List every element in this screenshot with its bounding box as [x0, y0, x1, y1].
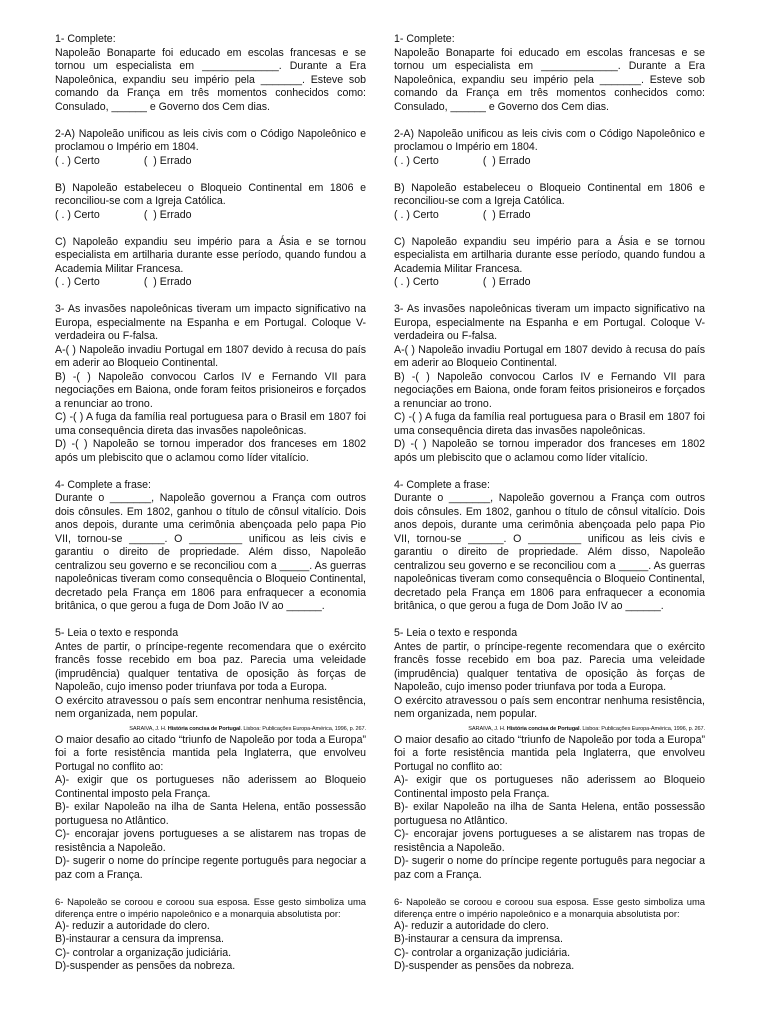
- question-5-option-a: A)- exigir que os portugueses não aderissem ao Bloqueio Continental imposto pela França.: [55, 774, 366, 800]
- question-5-question: O maior desafio ao citado “triunfo de Napoleão por toda a Europa” foi a forte resistência mantida pela Inglaterra, que envolveu Portugal no conflito ao:: [55, 733, 366, 773]
- question-3-item-c: C) -( ) A fuga da família real portuguesa para o Brasil em 1807 foi uma consequência direta das invasões napoleônicas.: [394, 411, 705, 437]
- question-1-title: 1- Complete:: [394, 33, 455, 45]
- citation-author: SARAIVA, J. H.: [468, 725, 507, 732]
- question-6-option-b: B)-instaurar a censura da imprensa.: [55, 933, 224, 945]
- question-5-option-c: C)- encorajar jovens portugueses a se alistarem nas tropas de resistência a Napoleão.: [394, 828, 705, 854]
- question-2b-text: B) Napoleão estabeleceu o Bloqueio Continental em 1806 e reconciliou-se com a Igreja Católica.: [55, 181, 366, 207]
- question-5-question: O maior desafio ao citado “triunfo de Napoleão por toda a Europa” foi a forte resistência mantida pela Inglaterra, que envolveu Portugal no conflito ao:: [394, 733, 705, 773]
- question-2c-text: C) Napoleão expandiu seu império para a Ásia e se tornou especialista em artilharia durante esse período, quando fundou a Academia Militar Francesa.: [394, 235, 705, 275]
- question-5-citation: [394, 725, 705, 733]
- question-4-title: 4- Complete a frase:: [55, 478, 151, 491]
- question-5-option-b: B)- exilar Napoleão na ilha de Santa Helena, então possessão portuguesa no Atlântico.: [55, 801, 366, 827]
- question-5-text-1: Antes de partir, o príncipe-regente recomendara que o exército francês fosse recebido em boa paz. Parecia uma veleidade (imprudência) qualquer tentativa de oposição às forças de Napoleão, cujo imenso poder triunfava por toda a Europa.: [394, 640, 705, 693]
- question-4: [394, 479, 705, 614]
- question-4: [55, 479, 366, 614]
- question-6-option-c: C)- controlar a organização judiciária.: [55, 946, 232, 959]
- question-2a-options: ( . ) Certo ( ) Errado: [394, 154, 531, 167]
- question-5-text-2: O exército atravessou o país sem encontrar nenhuma resistência, nem organizada, nem popular.: [55, 694, 366, 720]
- question-5: [55, 627, 366, 882]
- question-2c-text: C) Napoleão expandiu seu império para a Ásia e se tornou especialista em artilharia durante esse período, quando fundou a Academia Militar Francesa.: [55, 235, 366, 275]
- question-3-item-c: C) -( ) A fuga da família real portuguesa para o Brasil em 1807 foi uma consequência direta das invasões napoleônicas.: [55, 411, 366, 437]
- question-3-item-b: B) -( ) Napoleão convocou Carlos IV e Fernando VII para negociações em Baiona, onde foram feitos prisioneiros e forçados a renunciar ao trono.: [55, 370, 366, 410]
- question-1: [394, 33, 705, 114]
- question-3-item-a: A-( ) Napoleão invadiu Portugal em 1807 devido à recusa do país em aderir ao Bloqueio Continental.: [55, 343, 366, 369]
- question-2b-text: B) Napoleão estabeleceu o Bloqueio Continental em 1806 e reconciliou-se com a Igreja Católica.: [394, 181, 705, 207]
- question-2c-options: ( . ) Certo ( ) Errado: [394, 276, 531, 288]
- question-5-option-d: D)- sugerir o nome do príncipe regente português para negociar a paz com a França.: [394, 855, 705, 881]
- question-5-text-2: O exército atravessou o país sem encontrar nenhuma resistência, nem organizada, nem popular.: [394, 694, 705, 720]
- question-5-option-b: B)- exilar Napoleão na ilha de Santa Helena, então possessão portuguesa no Atlântico.: [394, 801, 705, 827]
- citation-rest: . Lisboa: Publicações Europa-América, 1996, p. 267.: [579, 725, 705, 732]
- question-2c: [55, 236, 366, 290]
- question-2b-options: ( . ) Certo ( ) Errado: [55, 208, 192, 221]
- question-6: [394, 896, 705, 974]
- question-3-item-b: B) -( ) Napoleão convocou Carlos IV e Fernando VII para negociações em Baiona, onde foram feitos prisioneiros e forçados a renunciar ao trono.: [394, 370, 705, 410]
- question-2a-text: 2-A) Napoleão unificou as leis civis com o Código Napoleônico e proclamou o Império em 1804.: [55, 127, 366, 153]
- question-6-option-c: C)- controlar a organização judiciária.: [394, 946, 571, 959]
- question-6-question: 6- Napoleão se coroou e coroou sua esposa. Esse gesto simboliza uma diferença entre o império napoleônico e a monarquia absolutista por:: [394, 895, 705, 919]
- question-6-option-b: B)-instaurar a censura da imprensa.: [394, 933, 563, 945]
- worksheet-column-right: [394, 33, 705, 987]
- question-1-text: Napoleão Bonaparte foi educado em escolas francesas e se tornou um especialista em _____________. Durante a Era Napoleônica, expandiu seu império pela _______. Esteve sob comando da França em três momentos conhecidos como: Consulado, ______ e Governo dos Cem dias.: [394, 46, 705, 113]
- question-1: [55, 33, 366, 114]
- question-3-item-a: A-( ) Napoleão invadiu Portugal em 1807 devido à recusa do país em aderir ao Bloqueio Continental.: [394, 343, 705, 369]
- citation-rest: . Lisboa: Publicações Europa-América, 1996, p. 267.: [240, 725, 366, 732]
- question-6: [55, 896, 366, 974]
- question-5-option-a: A)- exigir que os portugueses não aderissem ao Bloqueio Continental imposto pela França.: [394, 774, 705, 800]
- question-2b: [394, 182, 705, 223]
- worksheet-column-left: [55, 33, 366, 987]
- citation-title: História concisa de Portugal: [506, 725, 580, 732]
- question-3-item-d: D) -( ) Napoleão se tornou imperador dos franceses em 1802 após um plebiscito que o aclamou como líder vitalício.: [55, 438, 366, 464]
- question-4-text: Durante o _______, Napoleão governou a França com outros dois cônsules. Em 1802, ganhou o título de cônsul vitalício. Dois anos depois, durante uma cerimônia abençoada pelo papa Pio VII, tornou-se ______. O _________ unificou as leis civis e garantiu o direito de propriedade. Além disso, Napoleão centralizou seu governo e se reconciliou com a _____. As guerras napoleônicas tiveram como consequência o Bloqueio Continental, decretado pela França em 1806 para enfraquecer a economia britânica, o que gerou a fuga de Dom João IV ao ______.: [394, 492, 705, 612]
- question-2a-options: ( . ) Certo ( ) Errado: [55, 154, 192, 167]
- question-3-intro: 3- As invasões napoleônicas tiveram um impacto significativo na Europa, especialmente na Espanha e em Portugal. Coloque V-verdadeira ou F-falsa.: [55, 303, 366, 342]
- question-5-text-1: Antes de partir, o príncipe-regente recomendara que o exército francês fosse recebido em boa paz. Parecia uma veleidade (imprudência) qualquer tentativa de oposição às forças de Napoleão, cujo imenso poder triunfava por toda a Europa.: [55, 640, 366, 693]
- question-5-option-c: C)- encorajar jovens portugueses a se alistarem nas tropas de resistência a Napoleão.: [55, 828, 366, 854]
- question-6-option-a: A)- reduzir a autoridade do clero.: [394, 919, 549, 932]
- question-5-citation: [55, 725, 366, 733]
- question-2c-options: ( . ) Certo ( ) Errado: [55, 276, 192, 288]
- question-5-title: 5- Leia o texto e responda: [394, 627, 518, 639]
- question-2a: [55, 128, 366, 169]
- question-2b-options: ( . ) Certo ( ) Errado: [394, 208, 531, 221]
- question-1-text: Napoleão Bonaparte foi educado em escolas francesas e se tornou um especialista em _____________. Durante a Era Napoleônica, expandiu seu império pela _______. Esteve sob comando da França em três momentos conhecidos como: Consulado, ______ e Governo dos Cem dias.: [55, 46, 366, 113]
- citation-title: História concisa de Portugal: [167, 725, 241, 732]
- question-3: [394, 303, 705, 465]
- question-2c: [394, 236, 705, 290]
- question-6-option-d: D)-suspender as pensões da nobreza.: [394, 960, 575, 972]
- question-5-title: 5- Leia o texto e responda: [55, 627, 179, 639]
- question-3: [55, 303, 366, 465]
- question-5-option-d: D)- sugerir o nome do príncipe regente português para negociar a paz com a França.: [55, 855, 366, 881]
- question-6-option-a: A)- reduzir a autoridade do clero.: [55, 919, 210, 932]
- question-2a-text: 2-A) Napoleão unificou as leis civis com o Código Napoleônico e proclamou o Império em 1804.: [394, 127, 705, 153]
- question-3-item-d: D) -( ) Napoleão se tornou imperador dos franceses em 1802 após um plebiscito que o aclamou como líder vitalício.: [394, 438, 705, 464]
- question-4-text: Durante o _______, Napoleão governou a França com outros dois cônsules. Em 1802, ganhou o título de cônsul vitalício. Dois anos depois, durante uma cerimônia abençoada pelo papa Pio VII, tornou-se ______. O _________ unificou as leis civis e garantiu o direito de propriedade. Além disso, Napoleão centralizou seu governo e se reconciliou com a _____. As guerras napoleônicas tiveram como consequência o Bloqueio Continental, decretado pela França em 1806 para enfraquecer a economia britânica, o que gerou a fuga de Dom João IV ao ______.: [55, 492, 366, 612]
- question-6-option-d: D)-suspender as pensões da nobreza.: [55, 960, 236, 972]
- question-1-title: 1- Complete:: [55, 33, 116, 45]
- question-6-question: 6- Napoleão se coroou e coroou sua esposa. Esse gesto simboliza uma diferença entre o império napoleônico e a monarquia absolutista por:: [55, 895, 366, 919]
- citation-author: SARAIVA, J. H.: [129, 725, 168, 732]
- question-4-title: 4- Complete a frase:: [394, 478, 490, 491]
- question-2a: [394, 128, 705, 169]
- question-3-intro: 3- As invasões napoleônicas tiveram um impacto significativo na Europa, especialmente na Espanha e em Portugal. Coloque V-verdadeira ou F-falsa.: [394, 303, 705, 342]
- question-5: [394, 627, 705, 882]
- question-2b: [55, 182, 366, 223]
